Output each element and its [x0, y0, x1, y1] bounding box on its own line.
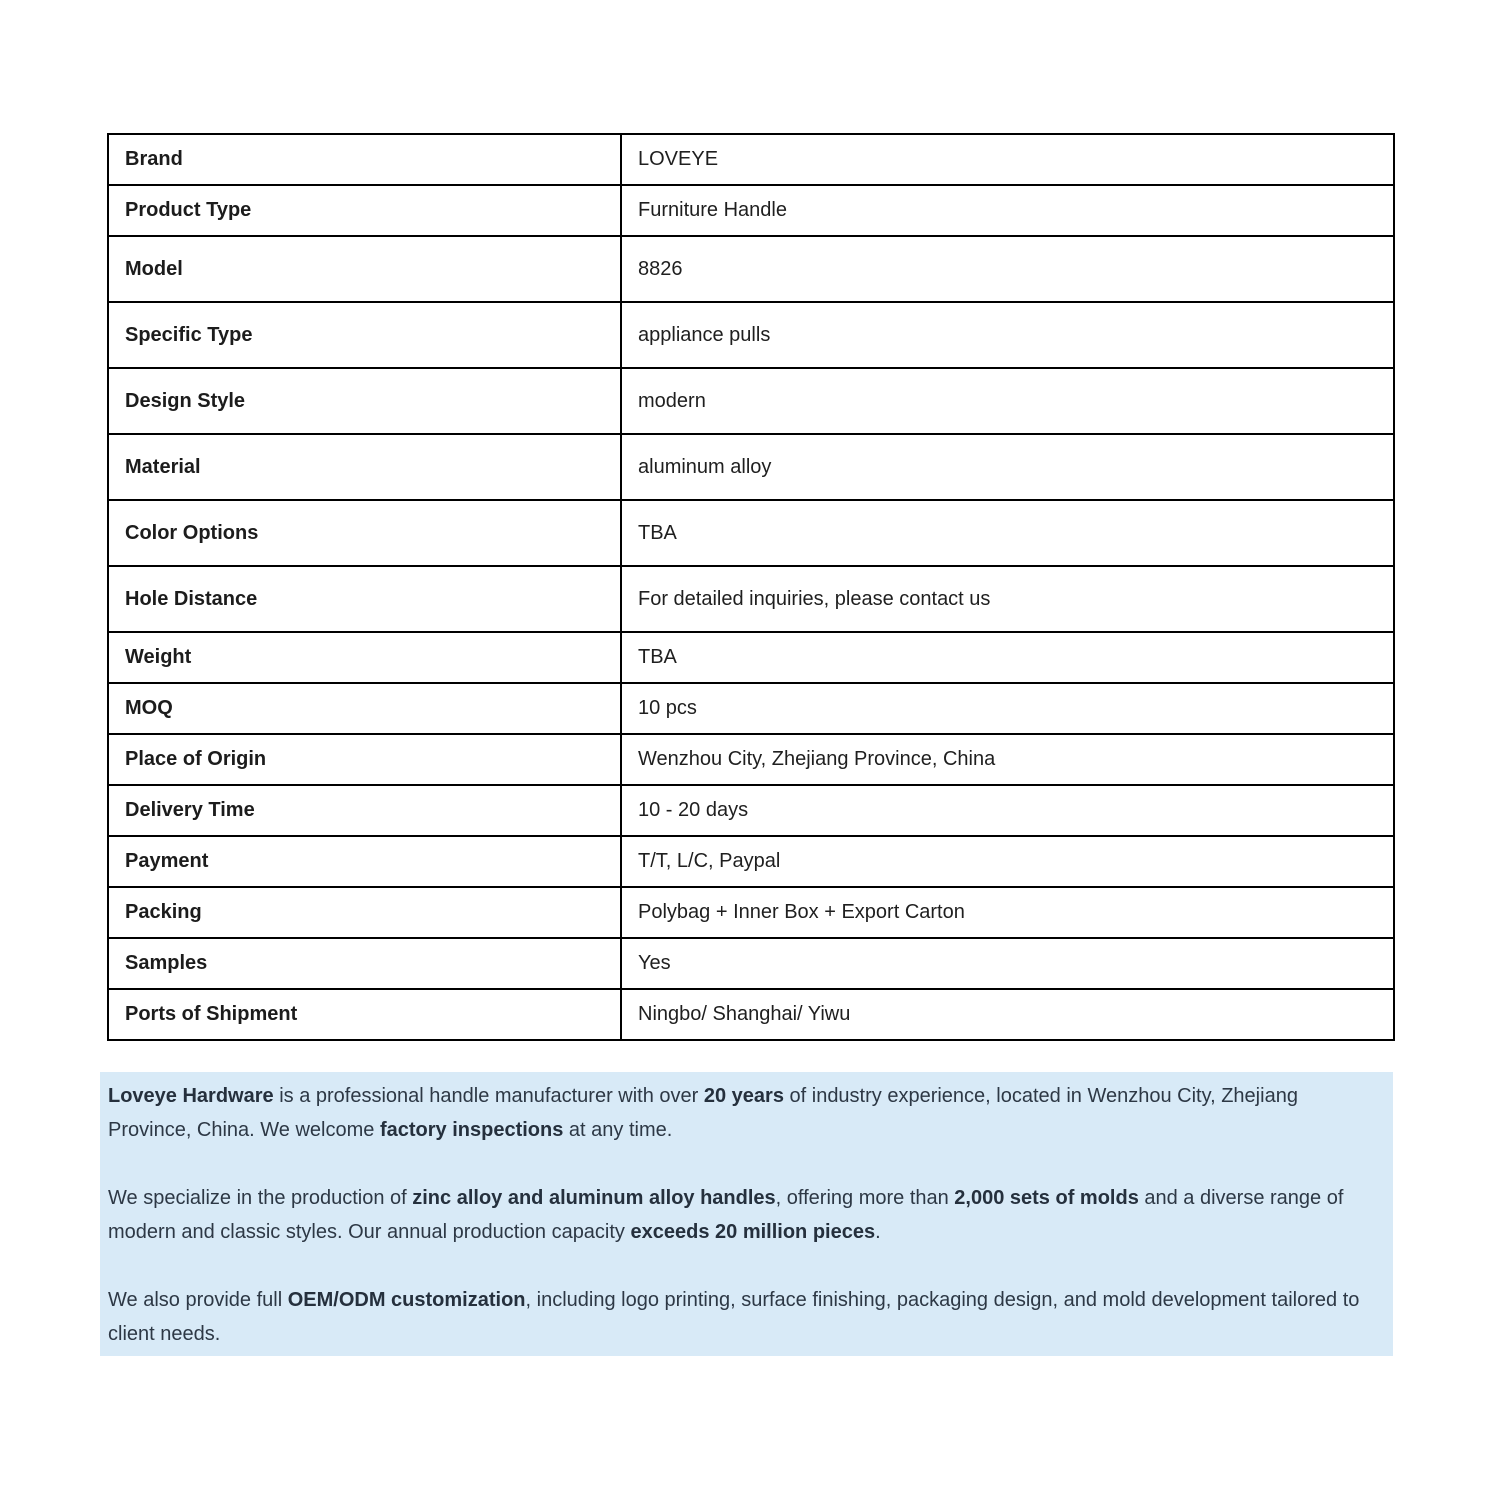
- spec-label: Brand: [108, 134, 621, 185]
- text-segment-bold: zinc alloy and aluminum alloy handles: [412, 1187, 776, 1209]
- spec-label: Color Options: [108, 500, 621, 566]
- table-row: [108, 434, 1394, 500]
- text-segment: at any time.: [563, 1119, 673, 1141]
- spec-value: 10 pcs: [621, 683, 1394, 734]
- text-segment: and a diverse range of modern and classic styles. Our annual production capacity: [108, 1187, 1344, 1243]
- spec-value: Yes: [621, 938, 1394, 989]
- spec-value: 8826: [621, 236, 1394, 302]
- text-segment: We specialize in the production of: [108, 1187, 413, 1209]
- spec-label: Material: [108, 434, 621, 500]
- table-row: [108, 302, 1394, 368]
- table-row: [108, 887, 1394, 938]
- table-row: [108, 734, 1394, 785]
- spec-label: Place of Origin: [108, 734, 621, 785]
- about-paragraph-1: [108, 1079, 1385, 1147]
- table-row: [108, 500, 1394, 566]
- table-row: [108, 632, 1394, 683]
- table-row: [108, 236, 1394, 302]
- table-row: [108, 785, 1394, 836]
- table-row: [108, 134, 1394, 185]
- spec-label: Delivery Time: [108, 785, 621, 836]
- spec-label: Payment: [108, 836, 621, 887]
- text-segment-bold: exceeds 20 million pieces: [630, 1221, 876, 1243]
- text-segment: We also provide full: [108, 1289, 288, 1311]
- spec-value: T/T, L/C, Paypal: [621, 836, 1394, 887]
- spec-value: Furniture Handle: [621, 185, 1394, 236]
- spec-value: Ningbo/ Shanghai/ Yiwu: [621, 989, 1394, 1040]
- table-row: [108, 683, 1394, 734]
- spec-label: Specific Type: [108, 302, 621, 368]
- text-segment-bold: 2,000 sets of molds: [954, 1187, 1139, 1209]
- spec-label: Weight: [108, 632, 621, 683]
- table-row: [108, 938, 1394, 989]
- company-description-highlight: [100, 1072, 1393, 1356]
- table-row: [108, 836, 1394, 887]
- spec-label: Hole Distance: [108, 566, 621, 632]
- text-segment: , including logo printing, surface finishing, packaging design, and mold development tailored to client needs.: [108, 1289, 1360, 1345]
- spec-value: aluminum alloy: [621, 434, 1394, 500]
- table-row: [108, 566, 1394, 632]
- table-row: [108, 989, 1394, 1040]
- text-segment-bold: OEM/ODM customization: [287, 1289, 526, 1311]
- about-paragraph-3: [108, 1283, 1385, 1351]
- spec-label: Design Style: [108, 368, 621, 434]
- table-row: [108, 368, 1394, 434]
- spec-value: For detailed inquiries, please contact us: [621, 566, 1394, 632]
- spec-label: Product Type: [108, 185, 621, 236]
- spec-label: MOQ: [108, 683, 621, 734]
- spec-value: appliance pulls: [621, 302, 1394, 368]
- spec-label: Packing: [108, 887, 621, 938]
- spec-label: Ports of Shipment: [108, 989, 621, 1040]
- spec-label: Model: [108, 236, 621, 302]
- spec-label: Samples: [108, 938, 621, 989]
- text-segment: is a professional handle manufacturer with over: [273, 1085, 704, 1107]
- spec-value: LOVEYE: [621, 134, 1394, 185]
- spec-value: Polybag + Inner Box + Export Carton: [621, 887, 1394, 938]
- about-paragraph-2: [108, 1181, 1385, 1249]
- spec-value: TBA: [621, 500, 1394, 566]
- table-row: [108, 185, 1394, 236]
- spec-value: TBA: [621, 632, 1394, 683]
- text-segment: of industry experience, located in Wenzhou City, Zhejiang Province, China. We welcome: [108, 1085, 1298, 1141]
- text-segment-bold: 20 years: [703, 1085, 784, 1107]
- spec-value: modern: [621, 368, 1394, 434]
- product-spec-table: [107, 133, 1395, 1041]
- text-segment-bold: Loveye Hardware: [108, 1085, 274, 1107]
- spec-value: 10 - 20 days: [621, 785, 1394, 836]
- text-segment: .: [875, 1221, 881, 1243]
- spec-value: Wenzhou City, Zhejiang Province, China: [621, 734, 1394, 785]
- text-segment: , offering more than: [775, 1187, 955, 1209]
- text-segment-bold: factory inspections: [379, 1119, 564, 1141]
